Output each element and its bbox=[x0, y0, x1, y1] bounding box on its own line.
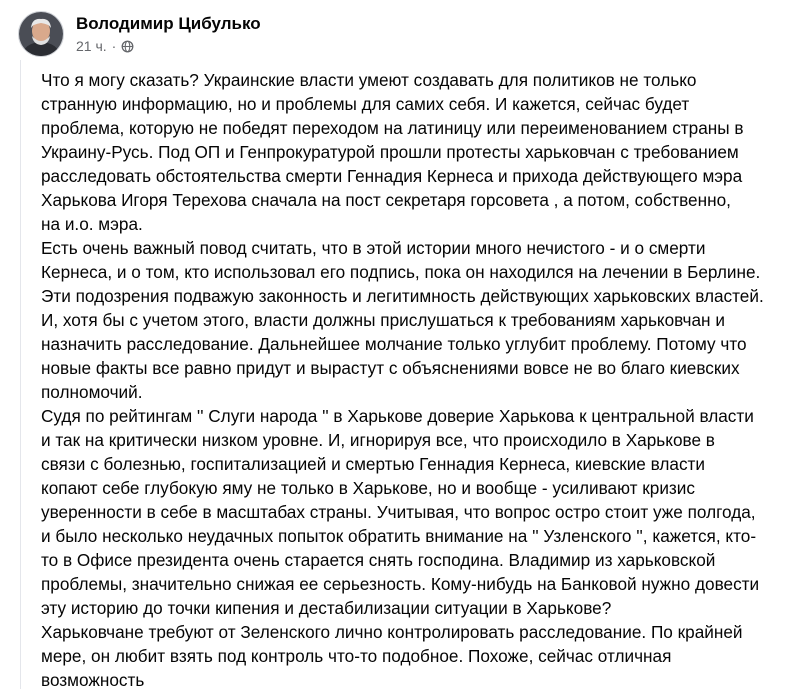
post-meta bbox=[76, 37, 261, 55]
post-paragraph: Есть очень важный повод считать, что в этой истории много нечистого - и о смерти Кернеса, и о том, кто использовал его подпись, пока он находился на лечении в Берлине. Эти подозрения подважую законность и легитимность действующих харьковских властей. И, хотя бы с учетом этого, власти должны прислушаться к требованиям харьковчан и назначить расследование. Дальнейшее молчание только углубит проблему. Потому что новые факты все равно придут и вырастут с объяснениями вовсе не во благо киевских полномочий. bbox=[41, 238, 764, 402]
post-timestamp[interactable]: 21 ч. bbox=[76, 38, 107, 54]
globe-icon[interactable] bbox=[121, 40, 134, 53]
post-paragraph: Судя по рейтингам '' Слуги народа '' в Харькове доверие Харькова к центральной власти и так на критически низком уровне. И, игнорируя все, что происходило в Харькове в связи с болезнью, госпитализацией и смертью Геннадия Кернеса, киевские власти копают себе глубокую яму не только в Харькове, но и вообще - усиливают кризис уверенности в себе в масштабах страны. Учитывая, что вопрос остро стоит уже полгода, и было несколько неудачных попыток обратить внимание на '' Узленского '', кажется, кто- то в Офисе президента очень старается снять господина. Владимир из харьковской проблемы, значительно снижая ее серьезность. Кому-нибудь на Банковой нужно довести эту историю до точки кипения и дестабилизации ситуации в Харькове? bbox=[41, 406, 760, 618]
post-body bbox=[41, 68, 791, 692]
meta-separator: · bbox=[111, 38, 117, 54]
post-paragraph: Харьковчане требуют от Зеленского лично контролировать расследование. По крайней мере, он любит взять под контроль что-то подобное. Похоже, сейчас отличная возможность bbox=[41, 622, 743, 690]
avatar-photo bbox=[19, 12, 63, 56]
author-name[interactable]: Володимир Цибулько bbox=[76, 14, 261, 33]
post-paragraph: Что я могу сказать? Украинские власти умеют создавать для политиков не только странную информацию, но и проблемы для самих себя. И кажется, сейчас будет проблема, которую не победят переходом на латиницу или переименованием страны в Украину-Русь. Под ОП и Генпрокуратурой прошли протесты харьковчан с требованием расследовать обстоятельства смерти Геннадия Кернеса и прихода действующего мэра Харькова Игоря Терехова сначала на пост секретаря горсовета , а потом, собственно, на и.о. мэра. bbox=[41, 70, 744, 234]
header-text bbox=[76, 13, 261, 55]
left-divider bbox=[20, 60, 21, 689]
avatar[interactable] bbox=[18, 11, 64, 57]
post-header bbox=[18, 8, 261, 60]
